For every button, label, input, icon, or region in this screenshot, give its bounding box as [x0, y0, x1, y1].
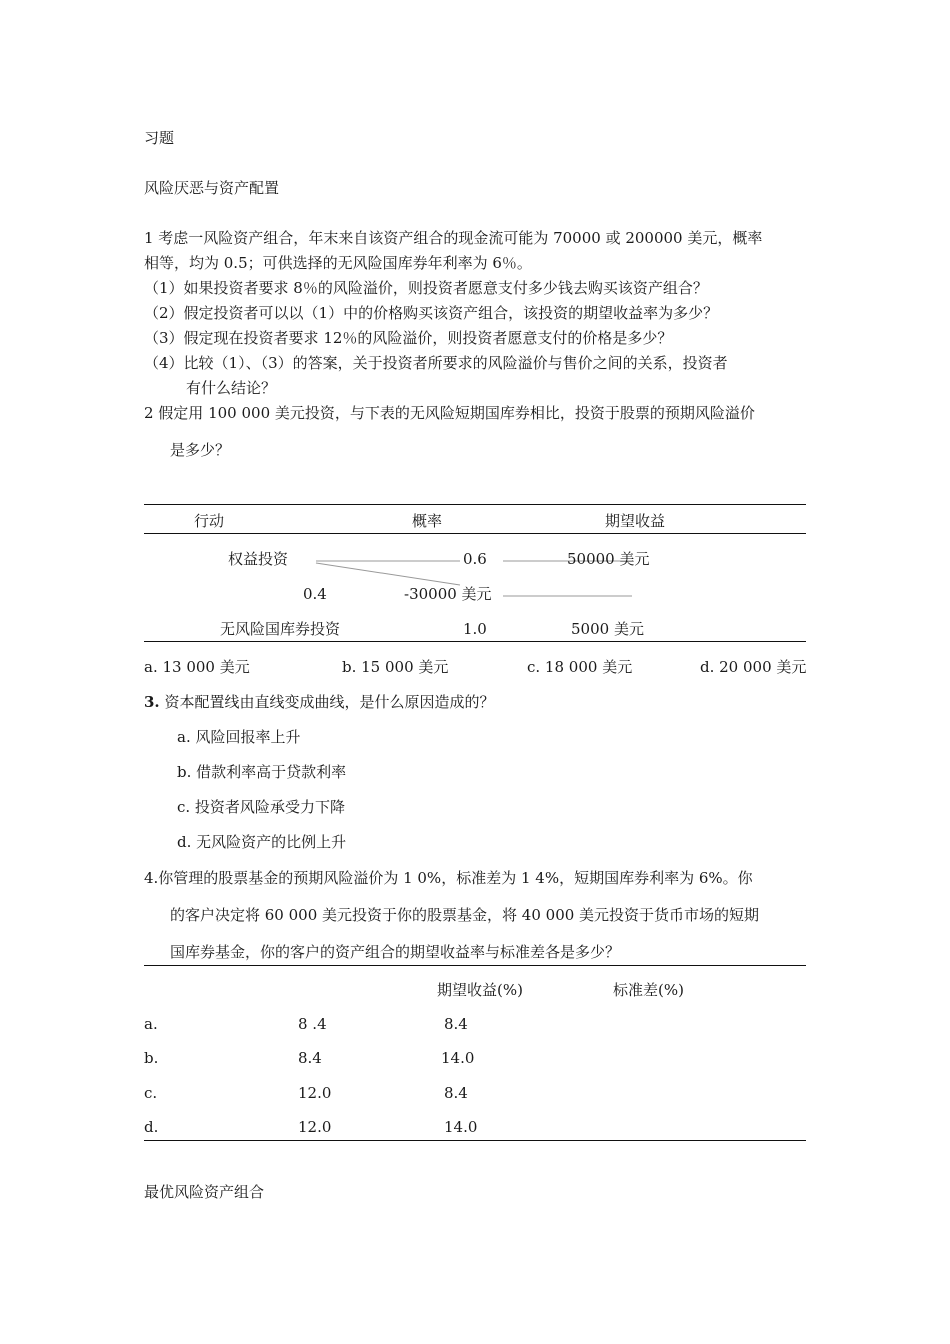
q4-line1: 4.你管理的股票基金的预期风险溢价为 1 0%，标准差为 1 4%，短期国库券利率为 6%。你: [144, 869, 753, 887]
table2-row-b-label: b.: [144, 1049, 159, 1067]
q2-option-b: b. 15 000 美元: [342, 658, 449, 676]
table2-row-d-label: d.: [144, 1118, 159, 1136]
q3-option-b: b. 借款利率高于贷款利率: [177, 763, 347, 781]
section-title-risk-aversion: 风险厌恶与资产配置: [144, 179, 280, 197]
table2-bottom-rule: [144, 1140, 806, 1141]
q3-option-c: c. 投资者风险承受力下降: [177, 798, 345, 816]
q3-number: 3.: [144, 693, 160, 711]
table2-top-rule: [144, 965, 806, 966]
table2-row-d-value2: 14.0: [444, 1118, 478, 1136]
table1-return-2: -30000 美元: [404, 585, 492, 603]
branch-line-lower: [316, 563, 460, 585]
q3-option-a: a. 风险回报率上升: [177, 728, 301, 746]
table1-equity-investment: 权益投资: [228, 550, 289, 568]
q2-option-a: a. 13 000 美元: [144, 658, 250, 676]
table2-row-d-value1: 12.0: [298, 1118, 332, 1136]
table1-prob-1: 0.6: [463, 550, 487, 568]
table2-row-c-value1: 12.0: [298, 1084, 332, 1102]
q1-sub2: （2）假定投资者可以以（1）中的价格购买该资产组合，该投资的期望收益率为多少？: [144, 304, 719, 322]
q1-line2: 相等，均为 0.5；可供选择的无风险国库券年利率为 6％。: [144, 254, 532, 272]
table2-row-c-label: c.: [144, 1084, 158, 1102]
table2-row-b-value1: 8.4: [298, 1049, 322, 1067]
table1-riskfree-investment: 无风险国库券投资: [220, 620, 341, 638]
table1-return-3: 5000 美元: [571, 620, 644, 638]
table2-header-std-dev: 标准差(%): [613, 981, 684, 999]
q1-sub4-line2: 有什么结论？: [186, 379, 277, 397]
table2-row-c-value2: 8.4: [444, 1084, 468, 1102]
table1-header-action: 行动: [194, 512, 225, 530]
q2-line2: 是多少？: [170, 441, 231, 459]
exercise-heading: 习题: [144, 129, 175, 147]
q1-sub1: （1）如果投资者要求 8％的风险溢价，则投资者愿意支付多少钱去购买该资产组合？: [144, 279, 708, 297]
table1-prob-3: 1.0: [463, 620, 487, 638]
table1-prob-2: 0.4: [303, 585, 327, 603]
q2-line1: 2 假定用 100 000 美元投资，与下表的无风险短期国库券相比，投资于股票的预期风险溢价: [144, 404, 755, 422]
table2-row-a-value2: 8.4: [444, 1015, 468, 1033]
table1-return-1: 50000 美元: [567, 550, 650, 568]
table2-header-expected-return: 期望收益(%): [437, 981, 523, 999]
table2-row-a-label: a.: [144, 1015, 158, 1033]
q3-question: [144, 692, 494, 712]
table2-row-a-value1: 8 .4: [298, 1015, 327, 1033]
table2-row-b-value2: 14.0: [441, 1049, 475, 1067]
q4-line2: 的客户决定将 60 000 美元投资于你的股票基金，将 40 000 美元投资于货币市场的短期: [170, 906, 760, 924]
q1-sub4-line1: （4）比较（1）、（3）的答案，关于投资者所要求的风险溢价与售价之间的关系，投资者: [144, 354, 728, 372]
q2-option-d: d. 20 000 美元: [700, 658, 807, 676]
q1-line1: 1 考虑一风险资产组合，年末来自该资产组合的现金流可能为 70000 或 200000 美元，概率: [144, 229, 763, 247]
table1-bottom-rule: [144, 641, 806, 642]
table1-header-probability: 概率: [412, 512, 443, 530]
section-title-optimal-portfolio: 最优风险资产组合: [144, 1183, 265, 1201]
q4-line3: 国库券基金，你的客户的资产组合的期望收益率与标准差各是多少？: [170, 943, 621, 961]
table1-header-return: 期望收益: [605, 512, 666, 530]
q1-sub3: （3）假定现在投资者要求 12％的风险溢价，则投资者愿意支付的价格是多少？: [144, 329, 673, 347]
q3-text: 资本配置线由直线变成曲线，是什么原因造成的？: [159, 693, 495, 711]
q3-option-d: d. 无风险资产的比例上升: [177, 833, 347, 851]
q2-option-c: c. 18 000 美元: [527, 658, 633, 676]
